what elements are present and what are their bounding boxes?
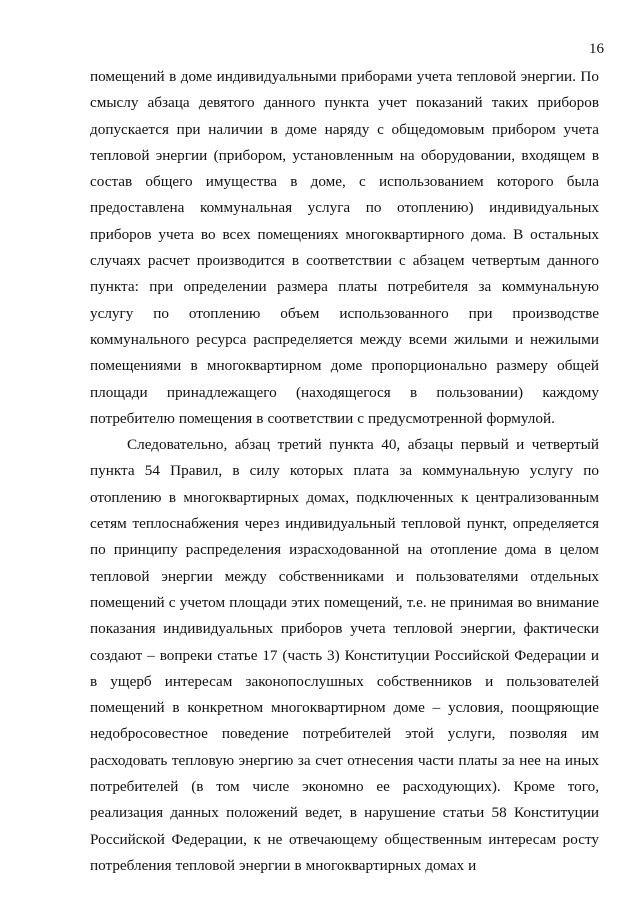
paragraph-continuation: помещений в доме индивидуальными приборами учета тепловой энергии. По смыслу абзаца девятого данного пункта учет показаний таких приборов допускается при наличии в доме наряду с общедомовым прибором учета тепловой энергии (прибором, установленным на оборудовании, входящем в состав общего имущества в доме, с использованием которого была предоставлена коммунальная услуга по отоплению) индивидуальных приборов учета во всех помещениях многоквартирного дома. В остальных случаях расчет производится в соответствии с абзацем четвертым данного пункта: при определении размера платы потребителя за коммунальную услугу по отоплению объем использованного при производстве коммунального ресурса распределяется между всеми жилыми и нежилыми помещениями в многоквартирном доме пропорционально размеру общей площади принадлежащего (находящегося в пользовании) каждому потребителю помещения в соответствии с предусмотренной формулой. bbox=[90, 68, 599, 427]
paragraph-consequently: Следовательно, абзац третий пункта 40, абзацы первый и четвертый пункта 54 Правил, в силу которых плата за коммунальную услугу по отоплению в многоквартирных домах, подключенных к централизованным сетям теплоснабжения через индивидуальный тепловой пункт, определяется по принципу распределения израсходованной на отопление дома в целом тепловой энергии между собственниками и пользователями отдельных помещений с учетом площади этих помещений, т.е. не принимая во внимание показания индивидуальных приборов учета тепловой энергии, фактически создают – вопреки статье 17 (часть 3) Конституции Российской Федерации и в ущерб интересам законопослушных собственников и пользователей помещений в конкретном многоквартирном доме – условия, поощряющие недобросовестное поведение потребителей этой услуги, позволяя им расходовать тепловую энергию за счет отнесения части платы за нее на иных потребителей (в том числе экономно ее расходующих). Кроме того, реализация данных положений ведет, в нарушение статьи 58 Конституции Российской Федерации, к не отвечающему общественным интересам росту потребления тепловой энергии в многоквартирных домах и bbox=[90, 436, 599, 874]
document-body bbox=[90, 64, 599, 879]
page-number: 16 bbox=[589, 41, 604, 57]
